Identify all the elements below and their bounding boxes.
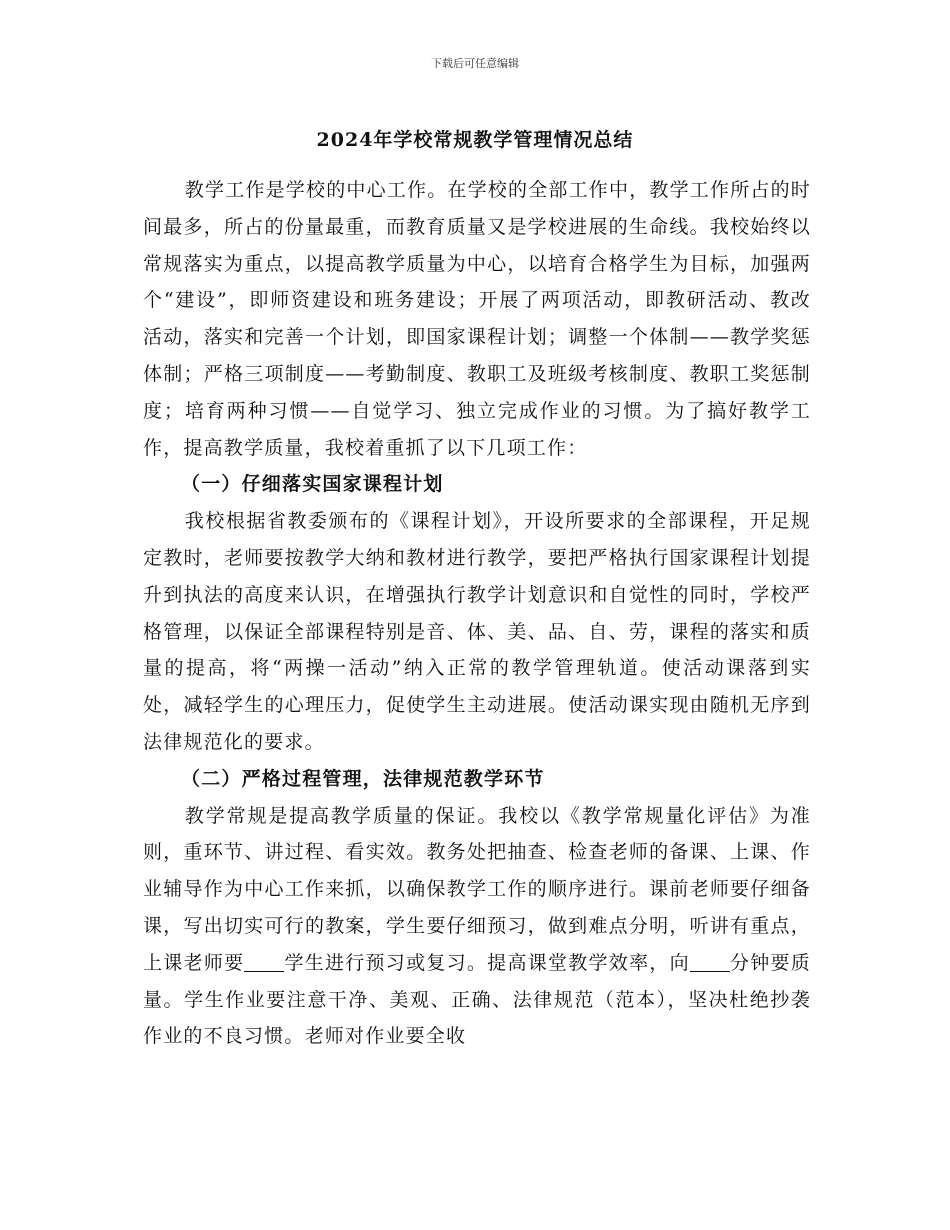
- section-2-text-b: 学生进行预习或复习。提高课堂教学效率，向: [284, 951, 690, 974]
- section-2-text-c: 分钟要质量。学生作业要注意干净、美观、正确、法律规范（范本），坚决杜绝抄袭作业的不良习惯。老师对作业要全收: [143, 951, 811, 1048]
- section-1-heading: （一）仔细落实国家课程计划: [181, 473, 444, 496]
- page-header-note: 下载后可任意编辑: [431, 57, 519, 70]
- document-title: 2024年学校常规教学管理情况总结: [316, 129, 634, 151]
- fill-blank-2: [690, 952, 730, 972]
- section-1-paragraph: 我校根据省教委颁布的《课程计划》，开设所要求的全部课程，开足规定教时，老师要按教学大纳和教材进行教学，要把严格执行国家课程计划提升到执法的高度来认识，在增强执行教学计划意识和自觉性的同时，学校严格管理，以保证全部课程特别是音、体、美、品、自、劳，课程的落实和质量的提高，将“两操一活动”纳入正常的教学管理轨道。使活动课落到实处，减轻学生的心理压力，促使学生主动进展。使活动课实现由随机无序到法律规范化的要求。: [143, 510, 811, 753]
- document-body: [143, 172, 811, 1055]
- section-2-text-a: 教学常规是提高教学质量的保证。我校以《教学常规量化评估》为准则，重环节、讲过程、看实效。教务处把抽查、检查老师的备课、上课、作业辅导作为中心工作来抓，以确保教学工作的顺序进行。课前老师要仔细备课，写出切实可行的教案，学生要仔细预习，做到难点分明，听讲有重点，上课老师要: [143, 804, 811, 974]
- section-2-heading: （二）严格过程管理，法律规范教学环节: [181, 767, 545, 790]
- fill-blank-1: [244, 952, 284, 972]
- intro-paragraph: 教学工作是学校的中心工作。在学校的全部工作中，教学工作所占的时间最多，所占的份量最重，而教育质量又是学校进展的生命线。我校始终以常规落实为重点，以提高教学质量为中心，以培育合格学生为目标，加强两个“建设”，即师资建设和班务建设；开展了两项活动，即教研活动、教改活动，落实和完善一个计划，即国家课程计划；调整一个体制——教学奖惩体制；严格三项制度——考勤制度、教职工及班级考核制度、教职工奖惩制度；培育两种习惯——自觉学习、独立完成作业的习惯。为了搞好教学工作，提高教学质量，我校着重抓了以下几项工作：: [143, 179, 811, 459]
- section-2-paragraph: [143, 798, 811, 1056]
